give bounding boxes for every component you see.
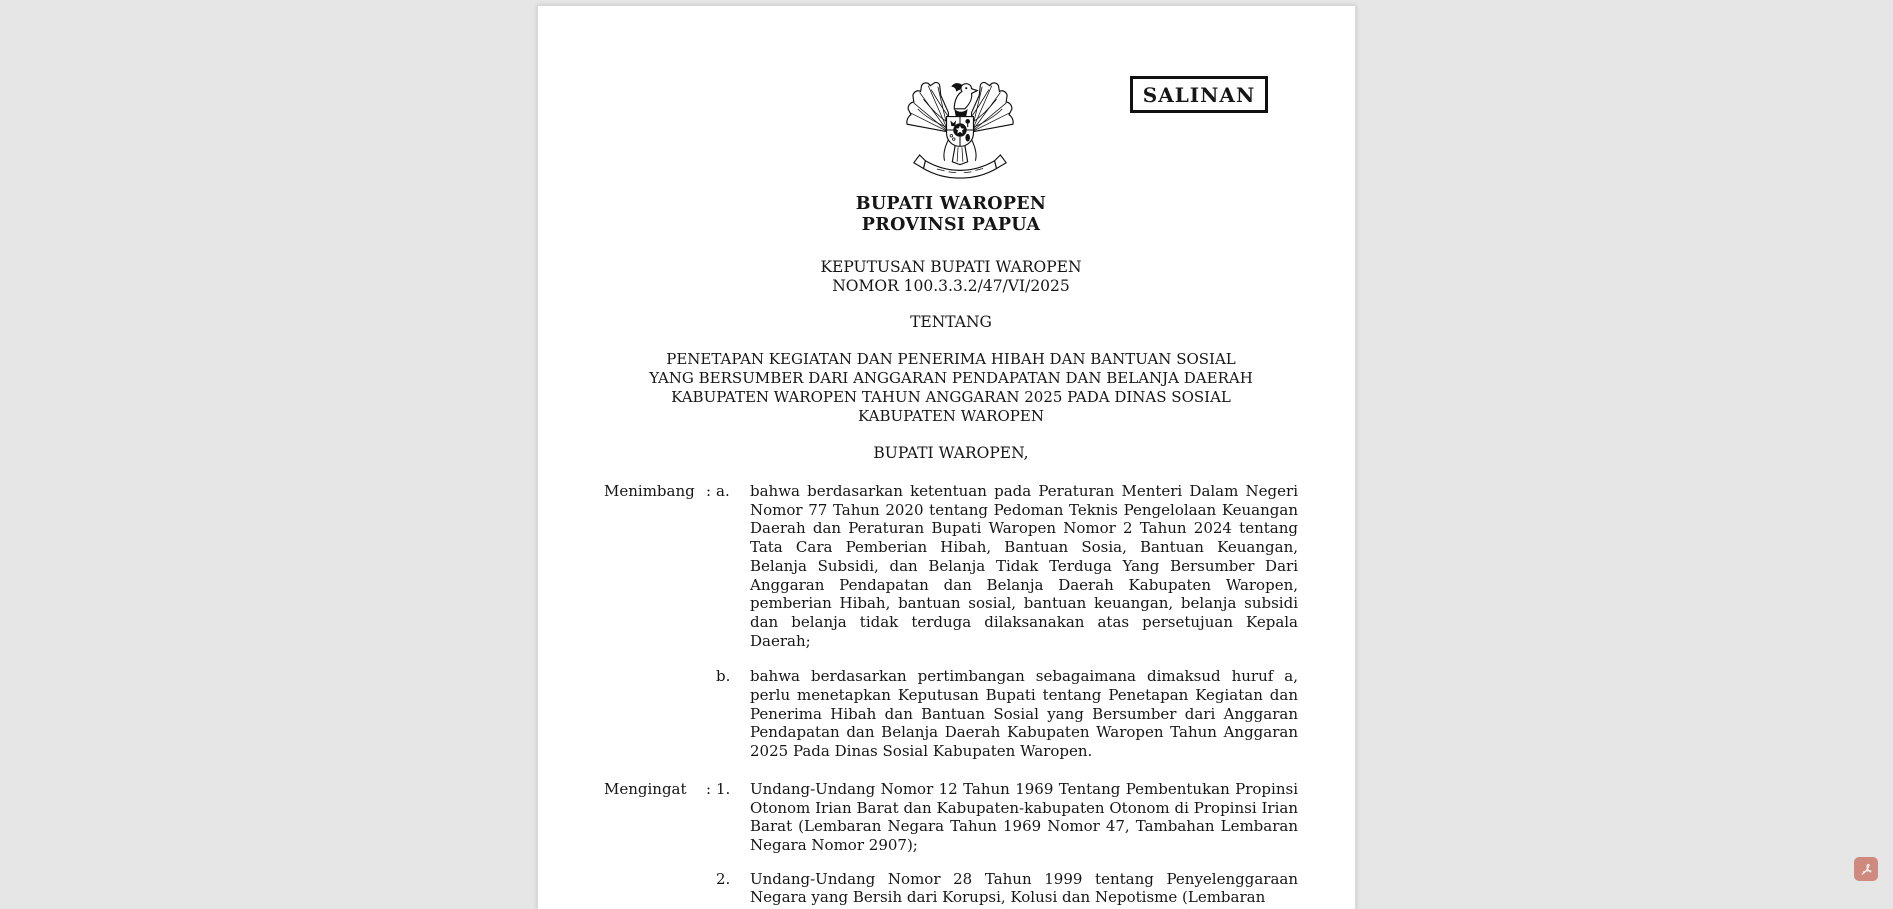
section-colon: :: [706, 482, 712, 500]
item-marker: b.: [716, 667, 731, 686]
header-office-line: BUPATI WAROPEN: [855, 194, 1047, 214]
about-label: TENTANG: [910, 313, 992, 331]
item-marker: a.: [716, 482, 730, 500]
subject-line-4: KABUPATEN WAROPEN: [858, 407, 1044, 425]
pdf-button[interactable]: [1854, 857, 1878, 881]
item-marker: 2.: [716, 869, 731, 888]
salinan-stamp-label: SALINAN: [1142, 82, 1256, 107]
acrobat-icon: [1858, 861, 1875, 878]
item-text: bahwa berdasarkan pertimbangan sebagaimana dimaksud huruf a, perlu menetapkan Keputusan Bupati tentang Penetapan Kegiatan dan Penerima Hibah dan Bantuan Sosial yang Bersumber dari Anggaran Pendapatan dan Belanja Daerah Kabupaten Waropen Tahun Anggaran 2025 Pada Dinas Sosial Kabupaten Waropen.: [750, 667, 1298, 761]
item-text: Undang-Undang Nomor 12 Tahun 1969 Tentang Pembentukan Propinsi Otonom Irian Barat dan Kabupaten-kabupaten Otonom di Propinsi Irian Barat (Lembaran Negara Tahun 1969 Nomor 47, Tambahan Lembaran Negara Nomor 2907);: [750, 779, 1298, 854]
item-text: bahwa berdasarkan ketentuan pada Peraturan Menteri Dalam Negeri Nomor 77 Tahun 2020 tentang Pedoman Teknis Pengelolaan Keuangan Daerah dan Peraturan Bupati Waropen Nomor 2 Tahun 2024 tentang Tata Cara Pemberian Hibah, Bantuan Sosia, Bantuan Keuangan, Belanja Subsidi, dan Belanja Tidak Terduga Yang Bersumber Dari Anggaran Pendapatan dan Belanja Daerah Kabupaten Waropen, pemberian Hibah, bantuan sosial, bantuan keuangan, belanja subsidi dan belanja tidak terduga dilaksanakan atas persetujuan Kepala Daerah;: [750, 482, 1298, 650]
decree-body: [604, 482, 1298, 907]
decree-number-line: NOMOR 100.3.3.2/47/VI/2025: [832, 276, 1070, 295]
header-province-line: PROVINSI PAPUA: [861, 215, 1041, 235]
subject-line-3: KABUPATEN WAROPEN TAHUN ANGGARAN 2025 PADA DINAS SOSIAL: [671, 388, 1231, 406]
garuda-pancasila-emblem-icon: [902, 80, 1018, 180]
consideration-item-b: [604, 667, 1298, 761]
legal-basis-item-1: [604, 780, 1298, 855]
legal-basis-item-2: [604, 870, 1298, 907]
decree-title-line: KEPUTUSAN BUPATI WAROPEN: [820, 258, 1082, 276]
document-page: [537, 5, 1356, 909]
salinan-stamp: [1130, 76, 1268, 113]
item-marker: 1.: [716, 779, 731, 798]
salutation: BUPATI WAROPEN,: [873, 444, 1029, 462]
subject-line-1: PENETAPAN KEGIATAN DAN PENERIMA HIBAH DAN BANTUAN SOSIAL: [666, 350, 1236, 368]
section-label-mengingat: Mengingat: [604, 779, 687, 798]
consideration-item-a: [604, 482, 1298, 650]
item-text: Undang-Undang Nomor 28 Tahun 1999 tentang Penyelenggaraan Negara yang Bersih dari Korupsi, Kolusi dan Nepotisme (Lembaran: [750, 869, 1298, 907]
subject-line-2: YANG BERSUMBER DARI ANGGARAN PENDAPATAN DAN BELANJA DAERAH: [649, 369, 1253, 387]
section-label-menimbang: Menimbang: [604, 482, 695, 500]
section-colon: :: [706, 779, 712, 798]
